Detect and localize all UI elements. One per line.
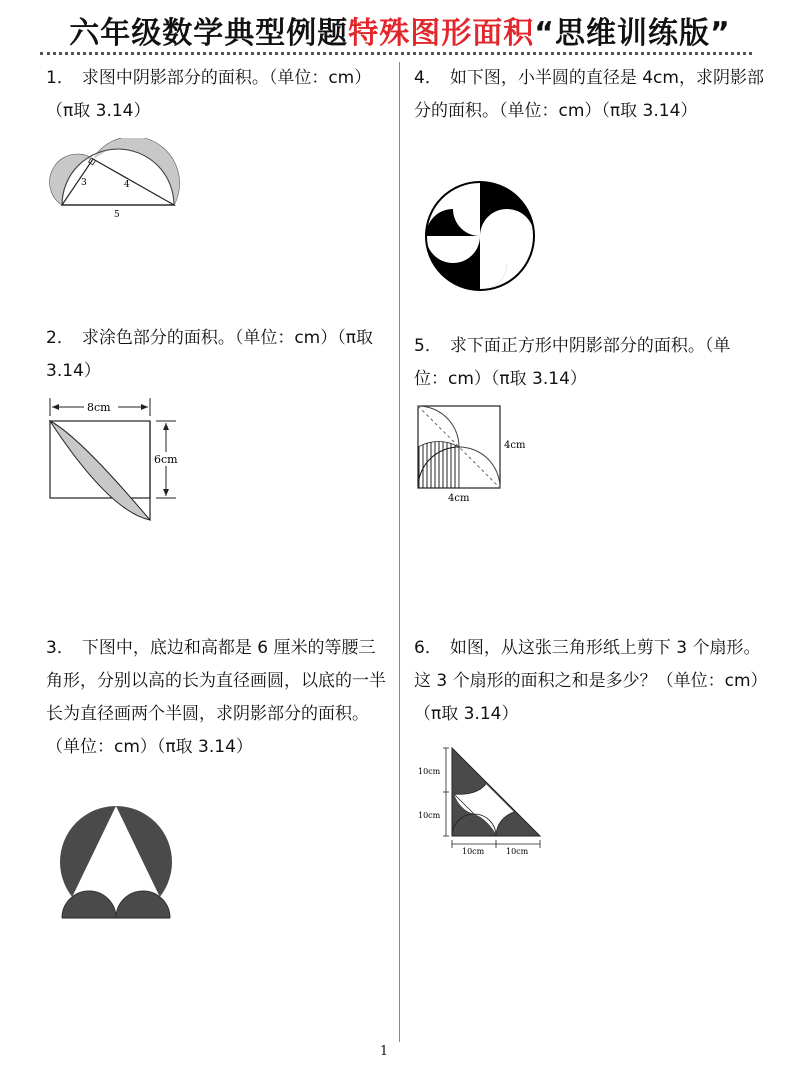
figure-4 [424,180,536,292]
title-rule [40,52,752,55]
fig1-label-b: 4 [124,180,130,190]
problem-text: 如图，从这张三角形纸上剪下 3 个扇形。这 3 个扇形的面积之和是多少？（单位：cm）（π取 3.14） [414,638,768,724]
fig1-label-c: 5 [114,210,120,220]
fig6-bottom-left-label: 10cm [462,847,485,856]
figure-5 [414,402,544,504]
problem-number: 6． [414,638,442,658]
problem-text: 求下面正方形中阴影部分的面积。（单位：cm）（π取 3.14） [414,336,731,389]
column-divider [399,62,400,1042]
fig2-height-label: 6cm [154,453,178,466]
fig1-label-a: 3 [81,178,87,188]
problem-text: 如下图，小半圆的直径是 4cm，求阴影部分的面积。（单位：cm）（π取 3.14） [414,68,764,121]
figure-1 [48,138,198,220]
problem-number: 1． [46,68,74,88]
fig6-left-top-label: 10cm [418,767,441,776]
problem-text: 求图中阴影部分的面积。（单位：cm）（π取 3.14） [46,68,372,121]
problem-2 [46,322,386,388]
problem-4 [414,62,764,128]
figure-3 [58,806,182,924]
problem-text: 求涂色部分的面积。（单位：cm）（π取 3.14） [46,328,373,381]
fig5-side-label: 4cm [504,440,526,451]
title-highlight: 特殊图形面积 [348,16,535,51]
fig6-left-bottom-label: 10cm [418,811,441,820]
problem-number: 2． [46,328,74,348]
problem-number: 4． [414,68,442,88]
title-part2: “思维训练版” [534,16,731,51]
fig6-bottom-right-label: 10cm [506,847,529,856]
figure-2 [44,396,194,524]
fig2-width-label: 8cm [87,401,111,414]
title-part1: 六年级数学典型例题 [69,16,349,51]
problem-number: 5． [414,336,442,356]
figure-6 [414,744,550,858]
problem-text: 下图中，底边和高都是 6 厘米的等腰三角形，分别以高的长为直径画圆，以底的一半长为直径画两个半圆，求阴影部分的面积。（单位：cm）（π取 3.14） [46,638,386,757]
problem-3 [46,632,391,764]
problem-1 [46,62,386,128]
page-number: 1 [379,1044,389,1059]
problem-number: 3． [46,638,74,658]
page-title [0,8,800,52]
problem-5 [414,330,764,396]
problem-6 [414,632,769,731]
fig5-bottom-label: 4cm [448,493,470,504]
